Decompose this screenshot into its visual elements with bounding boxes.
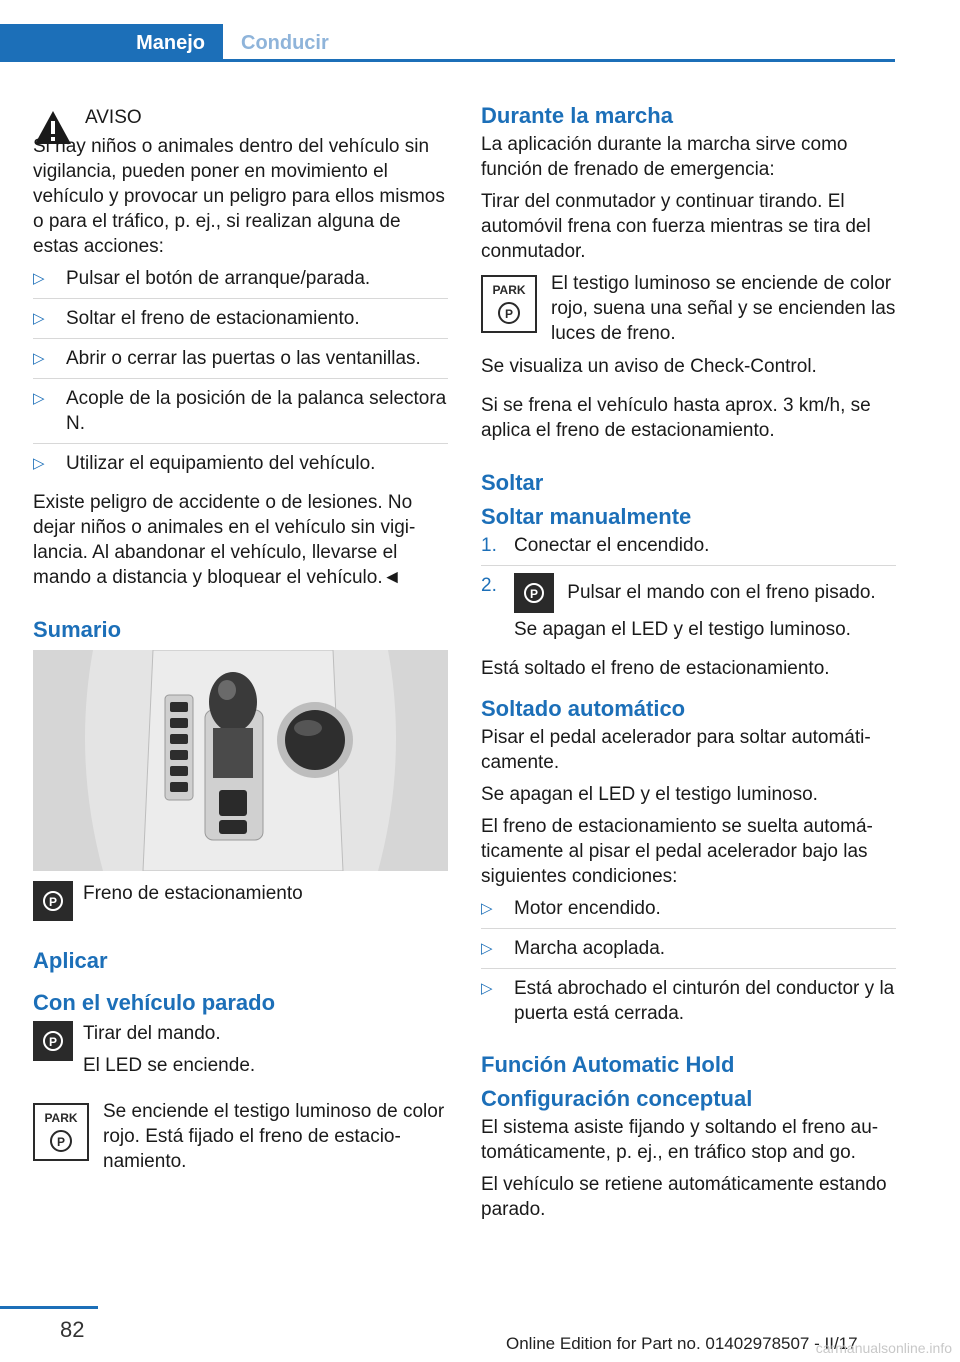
warning-title: AVISO (85, 107, 142, 128)
list-item: ▷ Motor encendido. (481, 896, 896, 929)
tab-manejo[interactable]: Manejo (0, 24, 223, 62)
list-item: ▷ Utilizar el equipamiento del vehículo. (33, 451, 448, 483)
marcha-p2: Tirar del conmutador y continuar tirando. El automóvil frena con fuerza mientras se tira del conmutador. (481, 191, 871, 262)
heading-parado: Con el vehículo parado (33, 990, 276, 1015)
marcha-p3: Se visualiza un aviso de Check-Control. (481, 356, 817, 377)
svg-text:P: P (504, 307, 514, 321)
edition-footer: Online Edition for Part no. 01402978507 - II/17 (506, 1334, 858, 1353)
page-number: 82 (60, 1317, 85, 1342)
parado-row (33, 1021, 448, 1085)
center-console-image (33, 650, 448, 871)
tab-conducir[interactable]: Conducir (241, 31, 329, 54)
step-number: 1. (481, 535, 497, 556)
heading-manual: Soltar manualmente (481, 504, 692, 529)
svg-text:P: P (48, 1035, 58, 1049)
list-item: ▷ Abrir o cerrar las puertas o las ventanillas. (33, 346, 448, 379)
parking-brake-icon (33, 881, 73, 921)
svg-text:P: P (48, 895, 58, 909)
auto-p1: Pisar el pedal acelerador para soltar automáticamente. (481, 727, 871, 773)
caption-freno: Freno de estacionamiento (83, 883, 303, 904)
marcha-park-row (481, 271, 896, 346)
heading-sumario: Sumario (33, 617, 122, 642)
warning-text: Si hay niños o animales dentro del vehículo sin vigilancia, pueden poner en movimiento el vehículo y provocar un peligro para ellos mismos o para el tráfico, p. ej., si realizan alguna de estas acciones: (33, 136, 445, 257)
warning-end: Existe peligro de accidente o de lesiones. No dejar niños o animales en el vehículo sin vigilancia. Al abandonar el vehículo, llevarse el mando a distancia y bloquear el vehículo.◄ (33, 492, 416, 588)
svg-text:PARK: PARK (492, 283, 526, 297)
right-column (481, 102, 896, 1229)
step-text: Conectar el encendido. (514, 535, 710, 556)
step-number: 2. (481, 575, 497, 596)
heading-config: Configuración conceptual (481, 1086, 753, 1111)
auto-p2: Se apagan el LED y el testigo luminoso. (481, 784, 818, 805)
list-item: ▷ Pulsar el botón de arranque/parada. (33, 266, 448, 299)
parado-park-text: Se enciende el testigo luminoso de color rojo. Está fijado el freno de estacionamiento. (103, 1101, 445, 1172)
list-item: ▷ Acople de la posición de la palanca selectora N. (33, 386, 448, 444)
step-subtext: Se apagan el LED y el testigo luminoso. (514, 619, 851, 640)
auto-conditions (481, 896, 896, 1033)
parking-brake-icon (514, 573, 554, 613)
page-number-rule (0, 1306, 98, 1309)
parado-line1: Tirar del mando. (83, 1023, 221, 1044)
tab-underline (223, 59, 895, 62)
svg-text:P: P (529, 587, 539, 601)
list-item: ▷ Soltar el freno de estacionamiento. (33, 306, 448, 339)
heading-soltar: Soltar (481, 470, 544, 495)
left-column (33, 102, 448, 1182)
caption-row (33, 881, 448, 921)
warning-list (33, 266, 448, 483)
park-indicator-icon (481, 275, 537, 333)
step-text: Pulsar el mando con el freno pisado. (567, 582, 876, 604)
park-indicator-icon (33, 1103, 89, 1161)
list-item: ▷ Marcha acoplada. (481, 936, 896, 969)
marcha-p4: Si se frena el vehículo hasta aprox. 3 km/h, se aplica el freno de estacionamiento. (481, 395, 871, 441)
heading-aplicar: Aplicar (33, 948, 108, 973)
manual-steps (481, 533, 896, 649)
parking-brake-icon (33, 1021, 73, 1061)
parado-line2: El LED se enciende. (83, 1055, 256, 1076)
list-item (481, 533, 896, 566)
heading-auto: Soltado automático (481, 696, 686, 721)
heading-hold: Función Automatic Hold (481, 1052, 735, 1077)
marcha-park-text: El testigo luminoso se enciende de color rojo, suena una señal y se encienden las luces de freno. (551, 273, 896, 344)
list-item: ▷ Está abrochado el cinturón del conductor y la puerta está cerrada. (481, 976, 896, 1033)
watermark: carmanualsonline.info (815, 1340, 952, 1356)
list-item (481, 573, 896, 649)
manual-end: Está soltado el freno de estacionamiento. (481, 658, 830, 679)
config-p1: El sistema asiste fijando y soltando el freno automáticamente, p. ej., en tráfico stop and go. (481, 1117, 879, 1163)
heading-marcha: Durante la marcha (481, 103, 673, 128)
svg-text:P: P (56, 1135, 66, 1149)
svg-text:PARK: PARK (44, 1111, 78, 1125)
marcha-p1: La aplicación durante la marcha sirve como función de frenado de emergencia: (481, 134, 848, 180)
header-tabs (0, 24, 895, 62)
auto-p3: El freno de estacionamiento se suelta automáticamente al pisar el pedal acelerador bajo las siguientes condiciones: (481, 816, 873, 887)
config-p2: El vehículo se retiene automáticamente estando parado. (481, 1174, 887, 1220)
parado-park-row (33, 1099, 448, 1174)
